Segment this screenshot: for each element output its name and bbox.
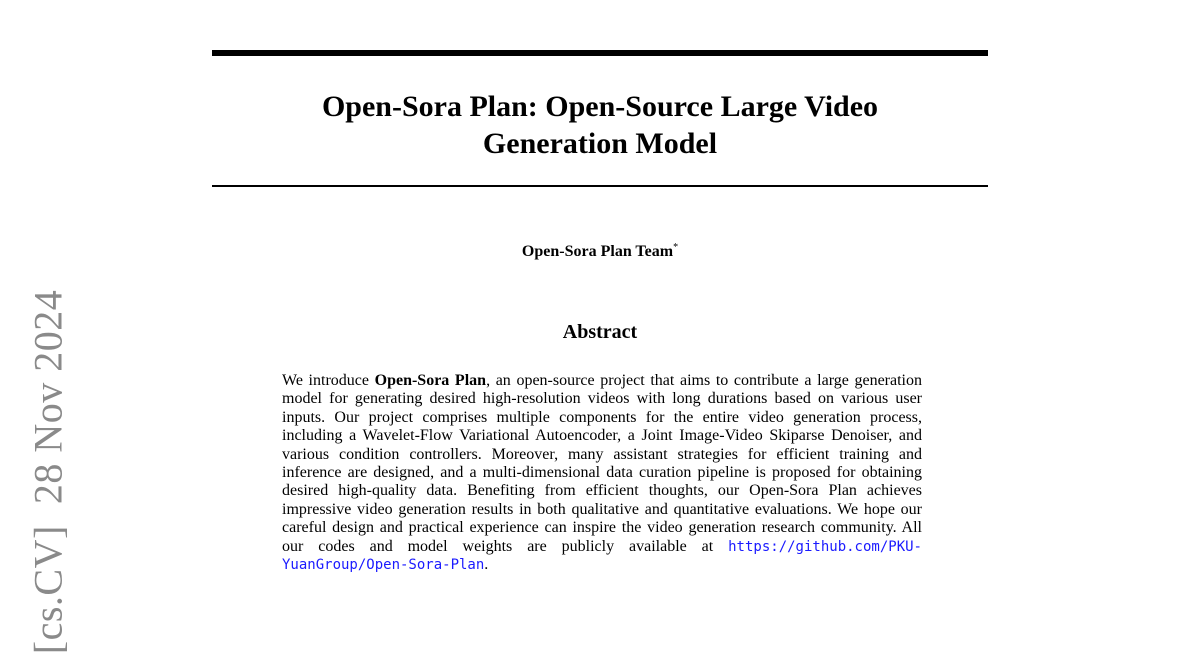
abstract-text: , an open-source project that aims to contribute a large generation model for generating desired high-resolution videos with long durations based on various user inputs. Our project comprises multiple components for the entire video generation process, including a Wavelet-Flow Variational Autoencoder, a Joint Image-Video Skiparse Denoiser, and various condition controllers. Moreover, many assistant strategies for efficient training and inference are designed, and a multi-dimensional data curation pipeline is proposed for obtaining desired high-quality data. Benefiting from efficient thoughts, our Open-Sora Plan achieves impressive video generation results in both qualitative and quantitative evaluations. We hope our careful design and practical experience can inspire the video generation research community. All our codes and model weights are publicly available at — [282, 372, 923, 555]
paper-title-line-1: Open-Sora Plan: Open-Source Large Video — [321, 90, 879, 123]
paper-title — [212, 88, 988, 162]
arxiv-date: 28 Nov 2024 — [25, 289, 71, 505]
author-footnote-mark: * — [673, 242, 679, 253]
abstract-body — [282, 372, 922, 574]
arxiv-sidebar-stamp — [25, 290, 72, 654]
abstract-intro: We introduce — [282, 372, 375, 389]
title-top-rule — [212, 50, 988, 56]
abstract-heading: Abstract — [562, 321, 638, 343]
paper-title-line-2: Generation Model — [482, 127, 718, 160]
github-link[interactable]: https://github.com/PKU-YuanGroup/Open-Sora-Plan — [282, 538, 922, 574]
author-line — [212, 242, 988, 262]
arxiv-category: [cs.CV] — [25, 525, 71, 654]
title-bottom-rule — [212, 185, 988, 187]
abstract-project-name: Open-Sora Plan — [374, 372, 487, 389]
abstract-end: . — [484, 556, 489, 574]
author-name: Open-Sora Plan Team — [521, 243, 674, 260]
